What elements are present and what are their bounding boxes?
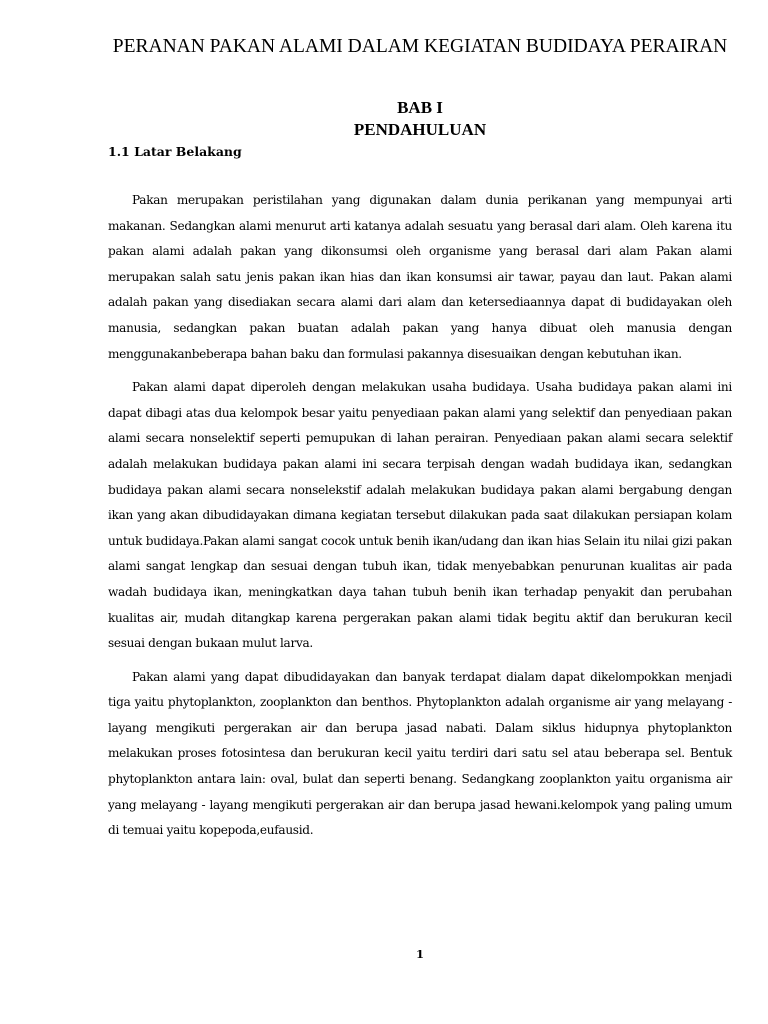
chapter-number: BAB I	[397, 98, 443, 117]
paragraph-2: Pakan alami dapat diperoleh dengan melakukan usaha budidaya. Usaha budidaya pakan alami ini dapat dibagi atas dua kelompok besar yaitu penyediaan pakan alami yang selektif dan penyediaan pakan alami secara nonselektif seperti pemupukan di lahan perairan. Penyediaan pakan alami secara selektif adalah melakukan budidaya pakan alami ini secara terpisah dengan wadah budidaya ikan, sedangkan budidaya pakan alami secara nonselekstif adalah melakukan budidaya pakan alami bergabung dengan ikan yang akan dibudidayakan dimana kegiatan tersebut dilakukan pada saat dilakukan persiapan kolam untuk budidaya.Pakan alami sangat cocok untuk benih ikan/udang dan ikan hias Selain itu nilai gizi pakan alami sangat lengkap dan sesuai dengan tubuh ikan, tidak menyebabkan penurunan kualitas air pada wadah budidaya ikan, meningkatkan daya tahan tubuh benih ikan terhadap penyakit dan perubahan kualitas air, mudah ditangkap karena pergerakan pakan alami tidak begitu aktif dan berukuran kecil sesuai dengan bukaan mulut larva.	[108, 380, 732, 651]
page-number: 1	[415, 947, 424, 961]
paragraph-1: Pakan merupakan peristilahan yang digunakan dalam dunia perikanan yang mempunyai arti makanan. Sedangkan alami menurut arti katanya adalah sesuatu yang berasal dari alam. Oleh karena itu pakan alami adalah pakan yang dikonsumsi oleh organisme yang berasal dari alam Pakan alami merupakan salah satu jenis pakan ikan hias dan ikan konsumsi air tawar, payau dan laut. Pakan alami adalah pakan yang disediakan secara alami dari alam dan ketersediaannya dapat di budidayakan oleh manusia, sedangkan pakan buatan adalah pakan yang hanya dibuat oleh manusia dengan menggunakanbeberapa bahan baku dan formulasi pakannya disesuaikan dengan kebutuhan ikan.	[108, 193, 732, 361]
document-title: PERANAN PAKAN ALAMI DALAM KEGIATAN BUDIDAYA PERAIRAN	[112, 36, 728, 57]
section-heading: 1.1 Latar Belakang	[108, 144, 242, 159]
paragraph-3: Pakan alami yang dapat dibudidayakan dan banyak terdapat dialam dapat dikelompokkan menjadi tiga yaitu phytoplankton, zooplankton dan benthos. Phytoplankton adalah organisme air yang melayang - layang mengikuti pergerakan air dan berupa jasad nabati. Dalam siklus hidupnya phytoplankton melakukan proses fotosintesa dan berukuran kecil yaitu terdiri dari satu sel atau beberapa sel. Bentuk phytoplankton antara lain: oval, bulat dan seperti benang. Sedangkang zooplankton yaitu organisma air yang melayang - layang mengikuti pergerakan air dan berupa jasad hewani.kelompok yang paling umum di temuai yaitu kopepoda,eufausid.	[108, 669, 732, 838]
chapter-title: PENDAHULUAN	[353, 120, 487, 139]
body-text	[108, 188, 732, 852]
